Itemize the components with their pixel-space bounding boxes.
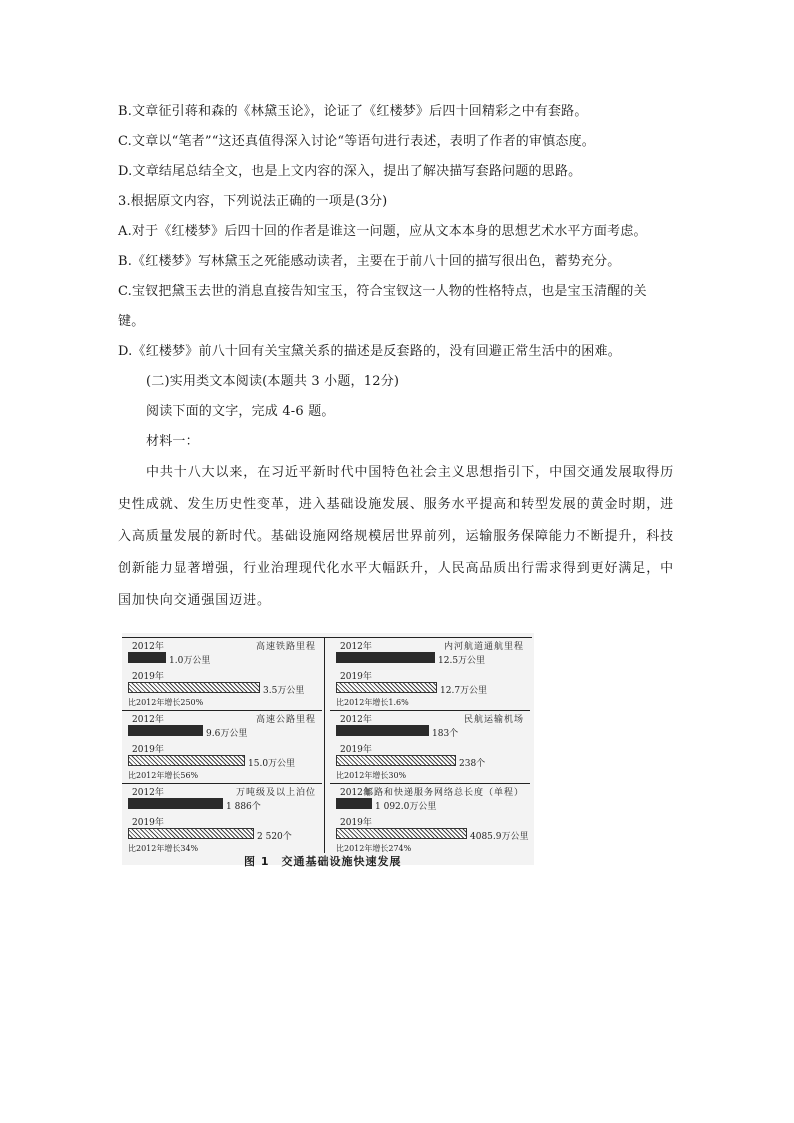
panel-4-growth: 比2012年增长30%: [336, 771, 407, 780]
panel-2-year-2012: 2012年: [340, 642, 372, 652]
panel-1-value-2019: 3.5万公里: [263, 686, 305, 696]
q3-option-a: A.对于《红楼梦》后四十回的作者是谁这一问题，应从文本本身的思想艺术水平方面考虑。: [118, 224, 647, 239]
panel-separator: [330, 710, 530, 711]
q3-option-c-line2: 键。: [118, 314, 145, 329]
panel-4-value-2012: 183个: [432, 729, 459, 739]
q3-option-c-line1: C.宝钗把黛玉去世的消息直接告知宝玉，符合宝钗这一人物的性格特点，也是宝玉清醒的关: [118, 284, 647, 299]
panel-5-value-2012: 1 886个: [226, 802, 261, 812]
figure-panel: [330, 712, 530, 785]
panel-6-bar-2012: [336, 798, 372, 809]
option-d: D.文章结尾总结全文，也是上文内容的深入，提出了解决描写套路问题的思路。: [118, 164, 582, 179]
panel-2-title: 内河航道通航里程: [443, 642, 524, 652]
panel-3-title: 高速公路里程: [255, 715, 316, 725]
panel-1-value-2012: 1.0万公里: [169, 656, 211, 666]
panel-separator: [122, 783, 322, 784]
panel-3-value-2012: 9.6万公里: [206, 729, 248, 739]
section-instruction: 阅读下面的文字，完成 4-6 题。: [146, 404, 335, 419]
figure-panel: [330, 785, 530, 858]
panel-2-year-2019: 2019年: [340, 672, 372, 682]
panel-5-value-2019: 2 520个: [257, 832, 292, 842]
panel-2-bar-2012: [336, 652, 435, 663]
figure-panel: [122, 639, 322, 712]
panel-5-title: 万吨级及以上泊位: [235, 788, 316, 798]
options-block: [118, 103, 678, 617]
panel-3-year-2019: 2019年: [132, 745, 164, 755]
figure-panel: [330, 639, 530, 712]
panel-1-growth: 比2012年增长250%: [128, 698, 204, 707]
panel-4-bar-2012: [336, 725, 429, 736]
panel-separator: [330, 783, 530, 784]
panel-4-title: 民航运输机场: [463, 715, 524, 725]
panel-2-value-2019: 12.7万公里: [440, 686, 488, 696]
panel-6-year-2012: 2012年: [340, 788, 372, 798]
panel-3-growth: 比2012年增长56%: [128, 771, 199, 780]
panel-2-growth: 比2012年增长1.6%: [336, 698, 409, 707]
panel-1-year-2019: 2019年: [132, 672, 164, 682]
panel-5-year-2012: 2012年: [132, 788, 164, 798]
panel-6-bar-2019: [336, 828, 467, 839]
material-label: 材料一：: [146, 434, 199, 449]
figure-panel: [122, 712, 322, 785]
panel-separator: [122, 710, 322, 711]
figure-top-rule: [122, 637, 532, 638]
infrastructure-figure: [122, 633, 534, 865]
panel-4-year-2019: 2019年: [340, 745, 372, 755]
panel-3-bar-2012: [128, 725, 203, 736]
panel-5-bar-2012: [128, 798, 223, 809]
panel-6-value-2012: 1 092.0万公里: [375, 802, 437, 812]
figure-panel: [122, 785, 322, 858]
figure-center-divider: [324, 637, 325, 853]
panel-1-year-2012: 2012年: [132, 642, 164, 652]
panel-2-value-2012: 12.5万公里: [438, 656, 486, 666]
panel-1-bar-2012: [128, 652, 166, 663]
panel-5-growth: 比2012年增长34%: [128, 844, 199, 853]
section-heading: (二)实用类文本阅读(本题共 3 小题，12分): [146, 374, 400, 389]
panel-1-title: 高速铁路里程: [255, 642, 316, 652]
panel-4-value-2019: 238个: [459, 759, 486, 769]
panel-4-year-2012: 2012年: [340, 715, 372, 725]
question-3-stem: 3.根据原文内容，下列说法正确的一项是(3分): [118, 194, 388, 209]
material-paragraph: 中共十八大以来，在习近平新时代中国特色社会主义思想指引下，中国交通发展取得历史性成就、发生历史性变革，进入基础设施发展、服务水平提高和转型发展的黄金时期，进入高质量发展的新时代。基础设施网络规模居世界前列，运输服务保障能力不断提升，科技创新能力显著增强，行业治理现代化水平大幅跃升，人民高品质出行需求得到更好满足，中国加快向交通强国迈进。: [118, 465, 675, 608]
panel-6-growth: 比2012年增长274%: [336, 844, 412, 853]
option-b: B.文章征引蒋和森的《林黛玉论》，论证了《红楼梦》后四十回精彩之中有套路。: [118, 104, 588, 119]
panel-5-year-2019: 2019年: [132, 818, 164, 828]
option-c: C.文章以“笔者”“这还真值得深入讨论“等语句进行表述，表明了作者的审慎态度。: [118, 134, 596, 149]
panel-5-bar-2019: [128, 828, 254, 839]
panel-6-value-2019: 4085.9万公里: [470, 832, 529, 842]
panel-1-bar-2019: [128, 682, 260, 693]
panel-6-year-2019: 2019年: [340, 818, 372, 828]
panel-4-bar-2019: [336, 755, 456, 766]
panel-3-year-2012: 2012年: [132, 715, 164, 725]
figure-caption: 图 1 交通基础设施快速发展: [244, 855, 402, 868]
panel-6-title: 邮路和快递服务网络总长度（单程）: [363, 788, 524, 798]
q3-option-b: B.《红楼梦》写林黛玉之死能感动读者，主要在于前八十回的描写很出色，蓄势充分。: [118, 254, 621, 269]
panel-3-value-2019: 15.0万公里: [248, 759, 296, 769]
panel-2-bar-2019: [336, 682, 437, 693]
panel-3-bar-2019: [128, 755, 245, 766]
q3-option-d: D.《红楼梦》前八十回有关宝黛关系的描述是反套路的，没有回避正常生活中的困难。: [118, 344, 621, 359]
